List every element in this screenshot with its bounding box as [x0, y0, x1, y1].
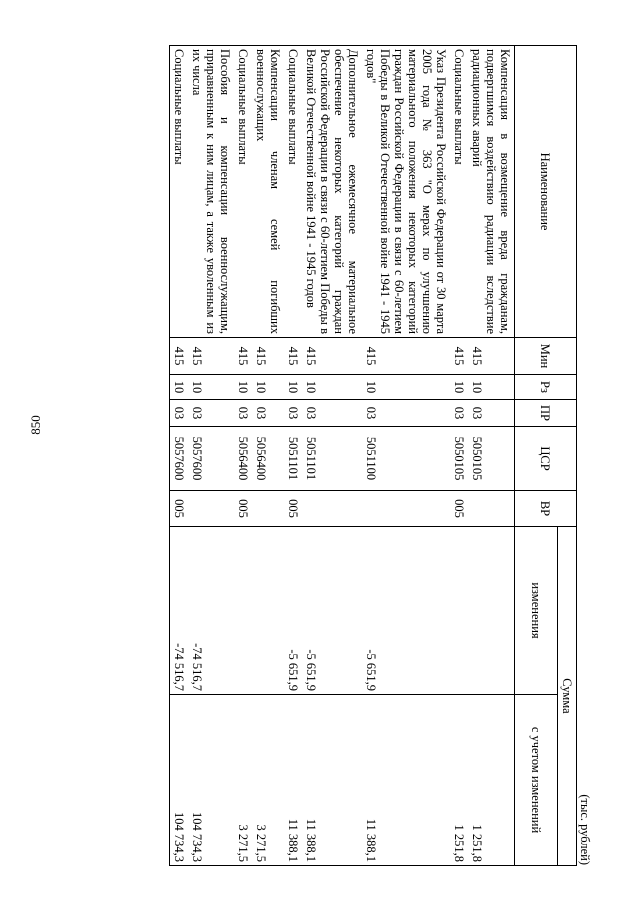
table-row	[170, 46, 189, 866]
table-row	[188, 46, 234, 866]
row-pr: 03	[234, 400, 252, 427]
row-pr: 03	[468, 400, 515, 427]
row-change	[234, 527, 252, 695]
row-change	[450, 527, 468, 695]
row-change: -5 651,9	[362, 527, 450, 695]
row-csr: 5051101	[302, 427, 362, 491]
row-pr: 03	[284, 400, 302, 427]
table-row	[252, 46, 284, 866]
header-min: Мин	[515, 338, 577, 375]
row-rz: 10	[284, 375, 302, 400]
budget-table	[169, 45, 577, 866]
units-label: (тыс. рублей)	[578, 794, 592, 865]
row-rz: 10	[302, 375, 362, 400]
row-vr: 005	[170, 491, 189, 527]
row-rz: 10	[450, 375, 468, 400]
row-min: 415	[468, 338, 515, 375]
row-vr: 005	[284, 491, 302, 527]
row-name: Социальные выплаты	[170, 46, 189, 338]
row-min: 415	[170, 338, 189, 375]
row-change	[468, 527, 515, 695]
row-name: Указ Президента Российской Федерации от 30 марта 2005 года № 363 "О мерах по улучшению материального положения некоторых категорий граждан Российской Федерации в связи с 60-летием Победы в Великой Отечественной войне 1941 - 1945 годов"	[362, 46, 450, 338]
header-csr: ЦСР	[515, 427, 577, 491]
row-total: 3 271,5	[252, 695, 284, 866]
row-min: 415	[188, 338, 234, 375]
row-min: 415	[302, 338, 362, 375]
row-name: Компенсация в возмещение вреда гражданам, подвергшимся воздействию радиации вследствие радиационных аварий	[468, 46, 515, 338]
row-min: 415	[252, 338, 284, 375]
table-row	[284, 46, 302, 866]
row-csr: 5057600	[170, 427, 189, 491]
row-total: 104 734,3	[170, 695, 189, 866]
row-vr	[302, 491, 362, 527]
row-pr: 03	[302, 400, 362, 427]
row-rz: 10	[234, 375, 252, 400]
row-rz: 10	[188, 375, 234, 400]
row-vr: 005	[450, 491, 468, 527]
table-row	[450, 46, 468, 866]
row-name: Социальные выплаты	[450, 46, 468, 338]
header-with-changes: с учетом изменений	[515, 695, 558, 866]
row-rz: 10	[468, 375, 515, 400]
row-change: -5 651,9	[302, 527, 362, 695]
header-vr: ВР	[515, 491, 577, 527]
row-name: Дополнительное ежемесячное материальное обеспечение некоторых категорий граждан Российской Федерации в связи с 60-летием Победы в Великой Отечественной войне 1941 - 1945 годов	[302, 46, 362, 338]
row-vr	[362, 491, 450, 527]
row-total: 104 734,3	[188, 695, 234, 866]
row-total: 1 251,8	[450, 695, 468, 866]
row-csr: 5050105	[468, 427, 515, 491]
row-change	[252, 527, 284, 695]
row-change: -74 516,7	[170, 527, 189, 695]
header-name: Наименование	[515, 46, 577, 338]
row-rz: 10	[362, 375, 450, 400]
row-name: Социальные выплаты	[284, 46, 302, 338]
page-number: 850	[28, 415, 43, 435]
row-vr: 005	[234, 491, 252, 527]
table-row	[468, 46, 515, 866]
row-vr	[188, 491, 234, 527]
row-csr: 5056400	[234, 427, 252, 491]
row-change: -74 516,7	[188, 527, 234, 695]
row-min: 415	[362, 338, 450, 375]
table-row	[302, 46, 362, 866]
row-csr: 5051100	[362, 427, 450, 491]
header-rz: Рз	[515, 375, 577, 400]
row-csr: 5056400	[252, 427, 284, 491]
table-row	[362, 46, 450, 866]
row-min: 415	[234, 338, 252, 375]
row-min: 415	[450, 338, 468, 375]
row-pr: 03	[450, 400, 468, 427]
header-pr: ПР	[515, 400, 577, 427]
row-pr: 03	[170, 400, 189, 427]
row-csr: 5057600	[188, 427, 234, 491]
row-pr: 03	[252, 400, 284, 427]
row-total: 11 388,1	[362, 695, 450, 866]
row-total: 3 271,5	[234, 695, 252, 866]
row-total: 11 388,1	[302, 695, 362, 866]
row-name: Пособия и компенсации военнослужащим, приравненным к ним лицам, а также уволенным из их числа	[188, 46, 234, 338]
row-total: 11 388,1	[284, 695, 302, 866]
row-pr: 03	[362, 400, 450, 427]
table-row	[234, 46, 252, 866]
header-sum: Сумма	[558, 527, 577, 866]
row-csr: 5051101	[284, 427, 302, 491]
row-name: Компенсации членам семей погибших военнослужащих	[252, 46, 284, 338]
rotated-page-content	[100, 45, 592, 865]
row-change: -5 651,9	[284, 527, 302, 695]
table-body	[170, 46, 515, 866]
row-csr: 5050105	[450, 427, 468, 491]
header-changes: изменения	[515, 527, 558, 695]
row-vr	[252, 491, 284, 527]
row-name: Социальные выплаты	[234, 46, 252, 338]
row-pr: 03	[188, 400, 234, 427]
row-vr	[468, 491, 515, 527]
row-rz: 10	[252, 375, 284, 400]
row-rz: 10	[170, 375, 189, 400]
row-min: 415	[284, 338, 302, 375]
row-total: 1 251,8	[468, 695, 515, 866]
